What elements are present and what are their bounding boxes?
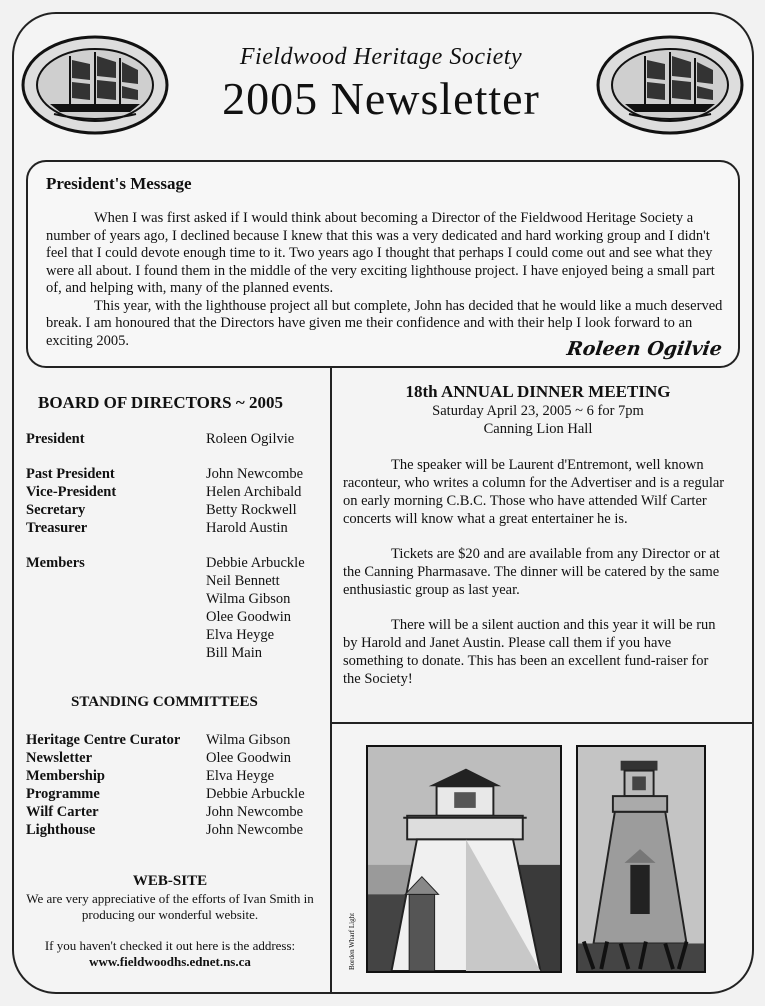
lighthouse-photo-2 [576, 745, 706, 973]
board-row: Secretary Betty Rockwell [26, 502, 297, 518]
website-address-block [20, 938, 320, 970]
presidents-message-box [26, 160, 740, 368]
presidents-message-body [46, 210, 726, 350]
website-title: WEB-SITE [132, 873, 208, 889]
dinner-title: 18th ANNUAL DINNER MEETING [405, 382, 671, 401]
presidents-message-title: President's Message [46, 174, 192, 193]
ship-seal-icon [20, 34, 170, 136]
president-signature: Roleen Ogilvie [565, 338, 724, 360]
board-title: BOARD OF DIRECTORS ~ 2005 [38, 393, 283, 412]
ship-seal-icon [595, 34, 745, 136]
board-row: Treasurer Harold Austin [26, 520, 288, 536]
website-url-link[interactable]: www.fieldwoodhs.ednet.ns.ca [89, 954, 251, 969]
org-name: Fieldwood Heritage Society [239, 44, 523, 70]
presidents-message-paragraph: When I was first asked if I would think about becoming a Director of the Fieldwood Heritage Society a number of years ago, I declined because I knew that this was a very dedicated and hard working group and I didn't feel that I could devote enough time to it. Two years ago I thought that perhaps I could come out and see what they were all about. I found them in the middle of the very exciting lighthouse project. I have enjoyed being a small part of, and helping with, many of the planned events. [46, 210, 715, 296]
board-row: Elva Heyge [206, 627, 275, 643]
society-seal-left [20, 34, 170, 136]
dinner-paragraph: Tickets are $20 and are available from any Director or at the Canning Pharmasave. The dinner will be catered by the same enthusiastic group as last year. [343, 546, 720, 598]
dinner-date: Saturday April 23, 2005 ~ 6 for 7pm [432, 403, 644, 419]
board-list [26, 430, 326, 662]
board-row: Neil Bennett [206, 573, 280, 589]
board-row: Vice-President Helen Archibald [26, 484, 302, 500]
column-divider [330, 368, 332, 994]
dinner-venue: Canning Lion Hall [483, 421, 593, 437]
committee-row: Newsletter Olee Goodwin [26, 750, 291, 766]
committees-title: STANDING COMMITTEES [71, 694, 258, 710]
lighthouse-photo-1 [366, 745, 562, 973]
section-divider [330, 722, 754, 724]
committee-row: Wilf Carter John Newcombe [26, 804, 304, 820]
committee-row: Heritage Centre Curator Wilma Gibson [26, 732, 291, 748]
lighthouse-image [578, 747, 704, 971]
board-row: Members Debbie Arbuckle [26, 555, 305, 571]
committee-row: Programme Debbie Arbuckle [26, 786, 305, 802]
board-row: Past President John Newcombe [26, 466, 304, 482]
photo-caption: Borden Wharf Light [348, 912, 356, 970]
dinner-paragraph: The speaker will be Laurent d'Entremont, well known raconteur, who writes a column for the Advertiser and is a regular on early morning C.B.C. Those who have attended Wilf Carter concerts will know what a great entertainer he is. [343, 457, 725, 527]
society-seal-right [595, 34, 745, 136]
board-row: Wilma Gibson [206, 591, 291, 607]
website-text: We are very appreciative of the efforts of Ivan Smith in producing our wonderful website. [26, 891, 314, 922]
lighthouse-image [368, 747, 560, 971]
board-row: Bill Main [206, 645, 262, 661]
board-row: Olee Goodwin [206, 609, 291, 625]
dinner-body [343, 456, 729, 705]
committee-row: Membership Elva Heyge [26, 768, 275, 784]
board-row: President Roleen Ogilvie [26, 431, 295, 447]
website-address-intro: If you haven't checked it out here is the address: [44, 938, 296, 953]
dinner-paragraph: There will be a silent auction and this year it will be run by Harold and Janet Austin. Please call them if you have something to donate. This has been an excellent fund-raiser for the Society! [343, 617, 716, 687]
presidents-message-paragraph: This year, with the lighthouse project all but complete, John has decided that he would like a much deserved break. I am honoured that the Directors have given me their confidence and with their help I look forward to an exciting 2005. [46, 297, 723, 349]
dinner-details [340, 402, 736, 438]
newsletter-title: 2005 Newsletter [222, 73, 540, 124]
committee-row: Lighthouse John Newcombe [26, 822, 304, 838]
committees-list [26, 731, 326, 839]
